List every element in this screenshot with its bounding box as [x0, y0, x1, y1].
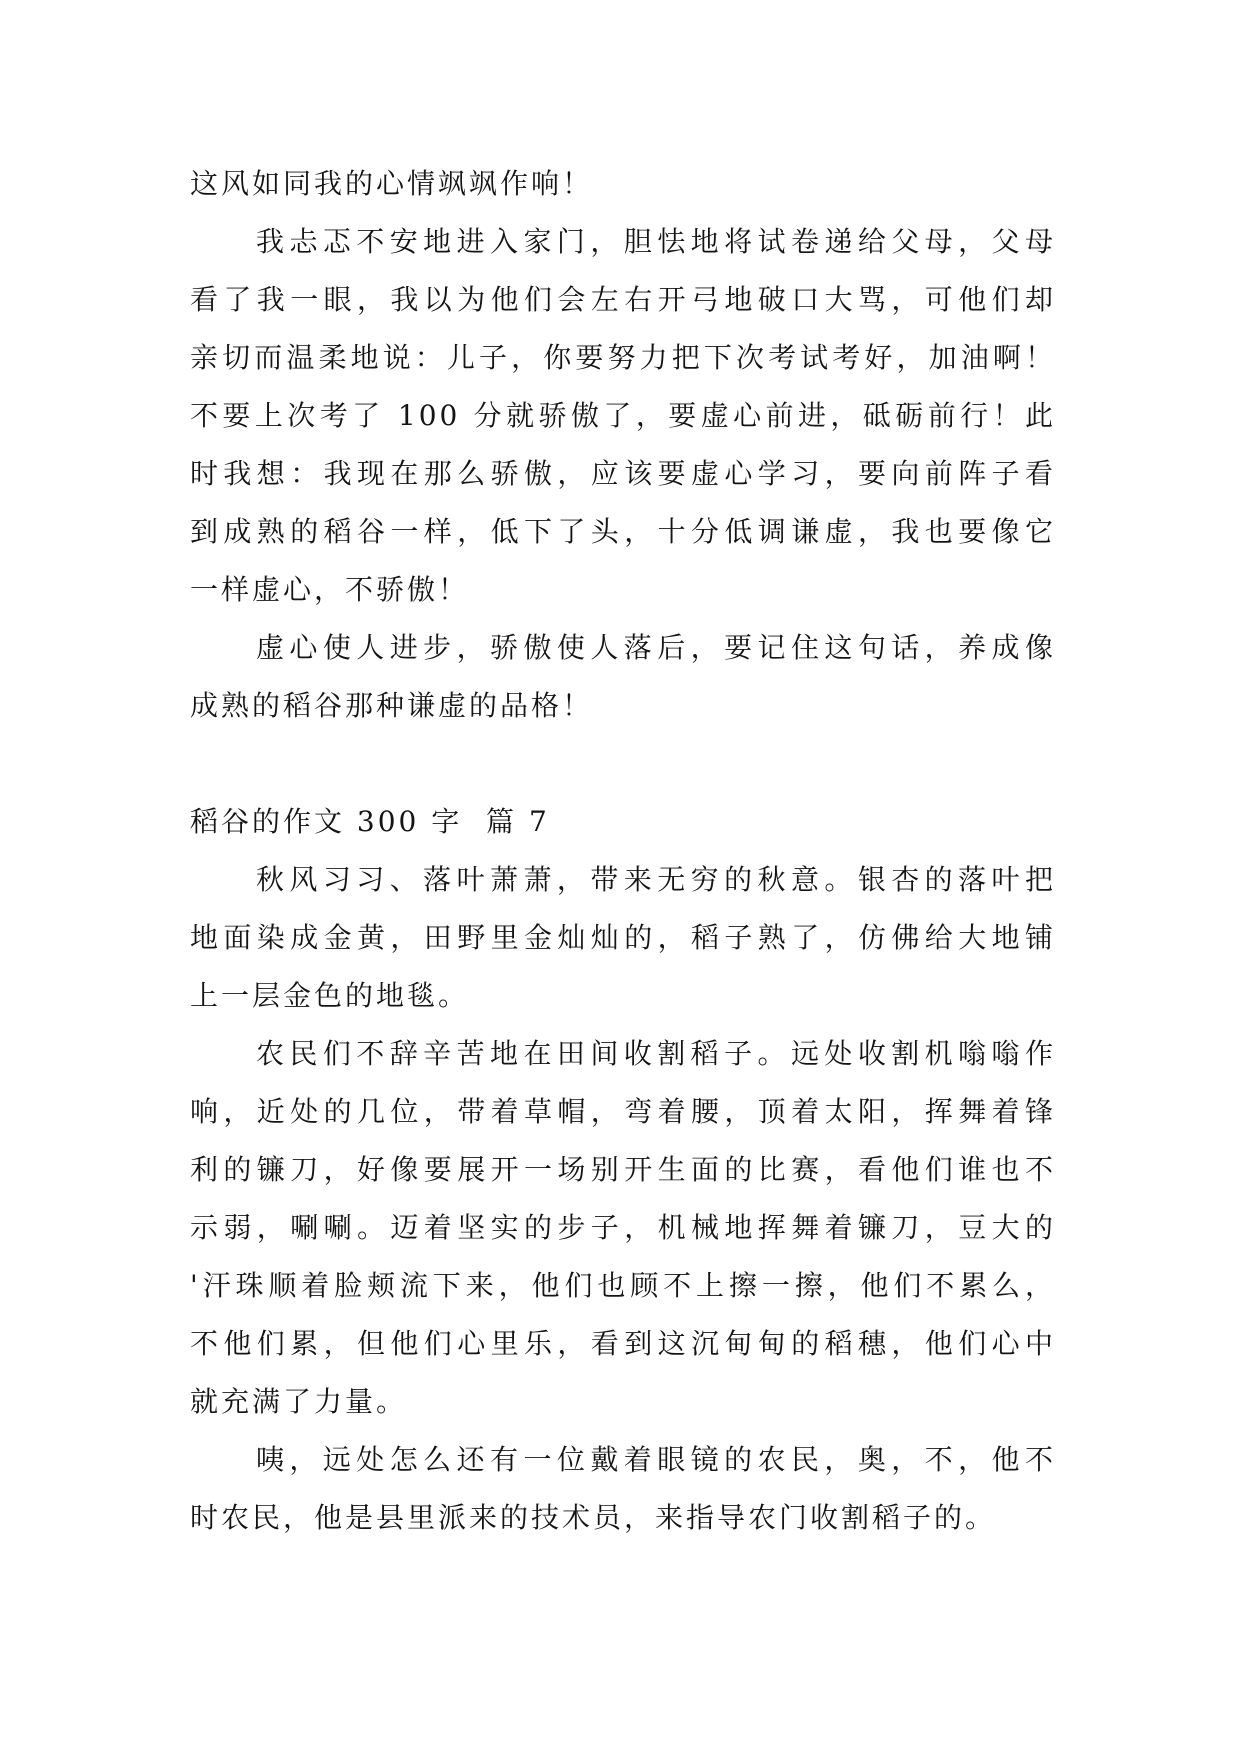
paragraph	[190, 1025, 1056, 1431]
text-line: 成熟的稻谷那种谦虚的品格！	[190, 689, 594, 722]
blank-line	[190, 735, 1056, 793]
document-body	[190, 155, 1056, 1547]
text-line: 虚心使人进步，骄傲使人落后，要记住这句话，养成像	[256, 631, 1056, 664]
paragraph	[190, 1431, 1056, 1547]
text-line: 不他们累，但他们心里乐，看到这沉甸甸的稻穗，他们心中	[190, 1327, 1056, 1360]
text-line: 农民们不辞辛苦地在田间收割稻子。远处收割机嗡嗡作	[256, 1037, 1056, 1070]
text-line: 时我想：我现在那么骄傲，应该要虚心学习，要向前阵子看	[190, 457, 1056, 490]
text-line: 利的镰刀，好像要展开一场别开生面的比赛，看他们谁也不	[190, 1153, 1056, 1186]
text-line: 响，近处的几位，带着草帽，弯着腰，顶着太阳，挥舞着锋	[190, 1095, 1056, 1128]
text-line: 亲切而温柔地说：儿子，你要努力把下次考试考好，加油啊！	[190, 341, 1056, 374]
paragraph	[190, 851, 1056, 1025]
text-line: 到成熟的稻谷一样，低下了头，十分低调谦虚，我也要像它	[190, 515, 1056, 548]
text-line: 就充满了力量。	[190, 1385, 408, 1418]
text-line: 地面染成金黄，田野里金灿灿的，稻子熟了，仿佛给大地铺	[190, 921, 1056, 954]
paragraph	[190, 155, 1056, 213]
text-line: 时农民，他是县里派来的技术员，来指导农门收割稻子的。	[190, 1501, 997, 1534]
paragraph	[190, 213, 1056, 619]
text-line: '汗珠顺着脸颊流下来，他们也顾不上擦一擦，他们不累么，	[190, 1269, 1056, 1302]
text-line: 不要上次考了 100 分就骄傲了，要虚心前进，砥砺前行！此	[190, 399, 1056, 432]
text-line: 秋风习习、落叶萧萧，带来无穷的秋意。银杏的落叶把	[256, 863, 1056, 896]
text-line: 咦，远处怎么还有一位戴着眼镜的农民，奥，不，他不	[256, 1443, 1056, 1476]
text-line: 示弱，唰唰。迈着坚实的步子，机械地挥舞着镰刀，豆大的	[190, 1211, 1056, 1244]
text-line: 看了我一眼，我以为他们会左右开弓地破口大骂，可他们却	[190, 283, 1056, 316]
text-line: 一样虚心，不骄傲！	[190, 573, 470, 606]
paragraph	[190, 619, 1056, 735]
text-line: 我忐忑不安地进入家门，胆怯地将试卷递给父母，父母	[256, 225, 1056, 258]
text-line: 这风如同我的心情飒飒作响！	[190, 167, 594, 200]
text-line: 上一层金色的地毯。	[190, 979, 470, 1012]
section-heading: 稻谷的作文 300 字 篇 7	[190, 805, 550, 838]
